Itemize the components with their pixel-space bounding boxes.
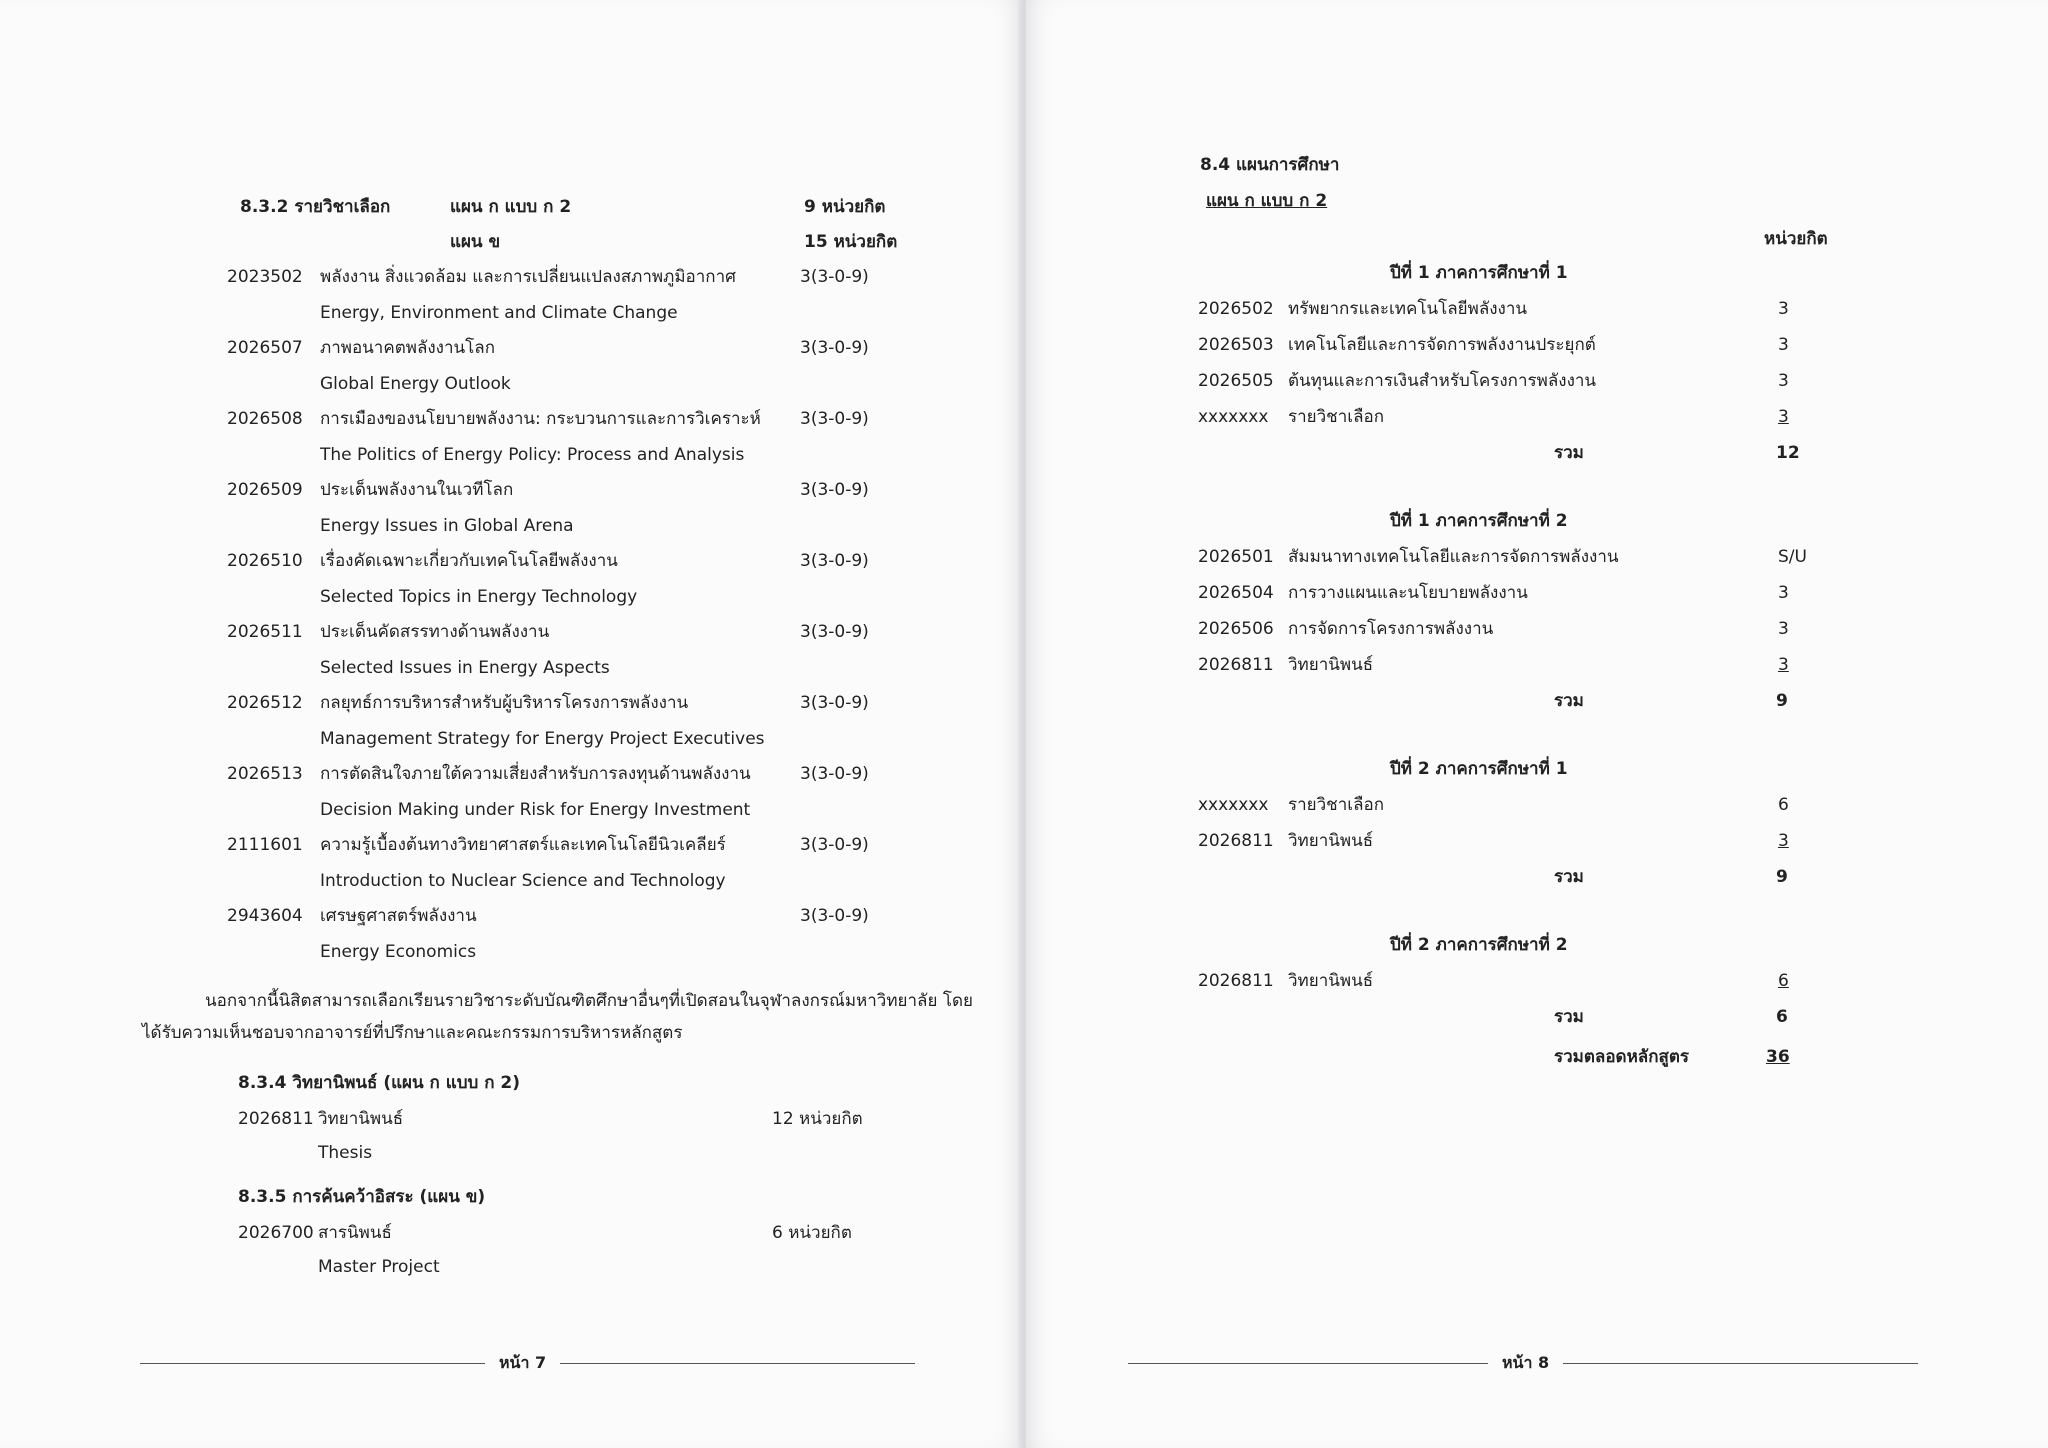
course-code: 2026508 xyxy=(227,409,303,429)
independent-study-heading: 8.3.5 การค้นคว้าอิสระ (แผน ข) xyxy=(238,1187,486,1207)
independent-study-title-en: Master Project xyxy=(318,1257,440,1277)
course-credits: 3(3-0-9) xyxy=(800,693,869,713)
course-credits: 3(3-0-9) xyxy=(800,551,869,571)
course-credits: 3(3-0-9) xyxy=(800,835,869,855)
page-footer xyxy=(1128,1352,1918,1374)
page-8 xyxy=(1026,0,2048,1448)
plan-course-code: 2026811 xyxy=(1198,831,1274,851)
term-total-value: 12 xyxy=(1776,443,1800,463)
plan-course-code: 2026506 xyxy=(1198,619,1274,639)
course-title-th: การตัดสินใจภายใต้ความเสี่ยงสำหรับการลงทุนด้านพลังงาน xyxy=(320,764,751,784)
note-line-2: ได้รับความเห็นชอบจากอาจารย์ที่ปรึกษาและคณะกรรมการบริหารหลักสูตร xyxy=(142,1023,683,1043)
term-title: ปีที่ 1 ภาคการศึกษาที่ 2 xyxy=(1390,511,1568,531)
plan-course-name: รายวิชาเลือก xyxy=(1288,407,1384,427)
plan-course-credits: 3 xyxy=(1778,407,1789,427)
course-title-en: Decision Making under Risk for Energy Investment xyxy=(320,800,751,820)
plan-course-code: 2026504 xyxy=(1198,583,1274,603)
plan-course-credits: 3 xyxy=(1778,371,1789,391)
plan-course-name: ทรัพยากรและเทคโนโลยีพลังงาน xyxy=(1288,299,1528,319)
plan-course-credits: 3 xyxy=(1778,831,1789,851)
plan-course-code: xxxxxxx xyxy=(1198,795,1269,815)
course-title-en: Energy Economics xyxy=(320,942,477,962)
course-credits: 3(3-0-9) xyxy=(800,764,869,784)
plan-b-label: แผน ข xyxy=(450,232,501,252)
independent-study-title-th: สารนิพนธ์ xyxy=(318,1223,392,1243)
term-total-value: 9 xyxy=(1776,691,1788,711)
plan-course-name: การวางแผนและนโยบายพลังงาน xyxy=(1288,583,1528,603)
thesis-heading: 8.3.4 วิทยานิพนธ์ (แผน ก แบบ ก 2) xyxy=(238,1073,521,1093)
course-title-en: The Politics of Energy Policy: Process and Analysis xyxy=(320,445,745,465)
plan-course-code: xxxxxxx xyxy=(1198,407,1269,427)
credit-unit-header: หน่วยกิต xyxy=(1764,229,1828,249)
course-title-en: Energy, Environment and Climate Change xyxy=(320,303,678,323)
plan-course-code: 2026505 xyxy=(1198,371,1274,391)
course-credits: 3(3-0-9) xyxy=(800,622,869,642)
term-total-label: รวม xyxy=(1554,691,1584,711)
plan-course-credits: 6 xyxy=(1778,971,1789,991)
course-code: 2026507 xyxy=(227,338,303,358)
course-credits: 3(3-0-9) xyxy=(800,480,869,500)
independent-study-code: 2026700 xyxy=(238,1223,314,1243)
course-credits: 3(3-0-9) xyxy=(800,409,869,429)
independent-study-credits: 6 หน่วยกิต xyxy=(772,1223,852,1243)
term-total-label: รวม xyxy=(1554,1007,1584,1027)
footer-rule-left xyxy=(140,1363,485,1364)
page-7 xyxy=(0,0,1022,1448)
plan-course-credits: S/U xyxy=(1778,547,1807,567)
course-code: 2026510 xyxy=(227,551,303,571)
note-line-1: นอกจากนี้นิสิตสามารถเลือกเรียนรายวิชาระดับบัณฑิตศึกษาอื่นๆที่เปิดสอนในจุฬาลงกรณ์มหาวิทยาลัย โดย xyxy=(205,991,973,1011)
plan-course-name: สัมมนาทางเทคโนโลยีและการจัดการพลังงาน xyxy=(1288,547,1619,567)
grand-total-label: รวมตลอดหลักสูตร xyxy=(1554,1047,1690,1067)
course-code: 2026509 xyxy=(227,480,303,500)
study-plan-subheading: แผน ก แบบ ก 2 xyxy=(1206,191,1328,211)
grand-total-value: 36 xyxy=(1766,1047,1790,1067)
plan-course-name: การจัดการโครงการพลังงาน xyxy=(1288,619,1494,639)
term-title: ปีที่ 2 ภาคการศึกษาที่ 1 xyxy=(1390,759,1568,779)
plan-course-code: 2026501 xyxy=(1198,547,1274,567)
plan-course-name: วิทยานิพนธ์ xyxy=(1288,655,1374,675)
course-title-en: Global Energy Outlook xyxy=(320,374,511,394)
thesis-code: 2026811 xyxy=(238,1109,314,1129)
footer-rule-left xyxy=(1128,1363,1488,1364)
plan-course-name: รายวิชาเลือก xyxy=(1288,795,1384,815)
course-title-th: เรื่องคัดเฉพาะเกี่ยวกับเทคโนโลยีพลังงาน xyxy=(320,551,618,571)
term-total-label: รวม xyxy=(1554,443,1584,463)
plan-course-credits: 3 xyxy=(1778,655,1789,675)
thesis-title-th: วิทยานิพนธ์ xyxy=(318,1109,404,1129)
elective-heading: 8.3.2 รายวิชาเลือก xyxy=(240,197,391,217)
plan-course-name: วิทยานิพนธ์ xyxy=(1288,971,1374,991)
page-number: หน้า 8 xyxy=(1502,1352,1550,1372)
term-total-value: 9 xyxy=(1776,867,1788,887)
plan-course-name: วิทยานิพนธ์ xyxy=(1288,831,1374,851)
course-credits: 3(3-0-9) xyxy=(800,906,869,926)
plan-b-credits: 15 หน่วยกิต xyxy=(804,232,898,252)
plan-course-code: 2026811 xyxy=(1198,655,1274,675)
footer-rule-right xyxy=(560,1363,915,1364)
course-title-en: Selected Topics in Energy Technology xyxy=(320,587,638,607)
course-title-en: Management Strategy for Energy Project Executives xyxy=(320,729,765,749)
course-title-th: พลังงาน สิ่งแวดล้อม และการเปลี่ยนแปลงสภาพภูมิอากาศ xyxy=(320,267,736,287)
course-credits: 3(3-0-9) xyxy=(800,338,869,358)
course-title-th: ประเด็นคัดสรรทางด้านพลังงาน xyxy=(320,622,550,642)
course-code: 2111601 xyxy=(227,835,303,855)
term-title: ปีที่ 1 ภาคการศึกษาที่ 1 xyxy=(1390,263,1568,283)
page-number: หน้า 7 xyxy=(499,1352,547,1372)
plan-course-code: 2026502 xyxy=(1198,299,1274,319)
course-code: 2023502 xyxy=(227,267,303,287)
course-title-th: ประเด็นพลังงานในเวทีโลก xyxy=(320,480,514,500)
plan-course-name: ต้นทุนและการเงินสำหรับโครงการพลังงาน xyxy=(1288,371,1597,391)
plan-course-name: เทคโนโลยีและการจัดการพลังงานประยุกต์ xyxy=(1288,335,1596,355)
plan-course-credits: 3 xyxy=(1778,619,1789,639)
course-title-th: ภาพอนาคตพลังงานโลก xyxy=(320,338,495,358)
course-title-th: กลยุทธ์การบริหารสำหรับผู้บริหารโครงการพลังงาน xyxy=(320,693,689,713)
plan-course-credits: 6 xyxy=(1778,795,1789,815)
course-credits: 3(3-0-9) xyxy=(800,267,869,287)
course-code: 2026512 xyxy=(227,693,303,713)
thesis-title-en: Thesis xyxy=(318,1143,373,1163)
study-plan-heading: 8.4 แผนการศึกษา xyxy=(1200,155,1340,175)
plan-course-credits: 3 xyxy=(1778,299,1789,319)
course-code: 2026511 xyxy=(227,622,303,642)
plan-a2-label: แผน ก แบบ ก 2 xyxy=(450,197,572,217)
term-total-value: 6 xyxy=(1776,1007,1788,1027)
plan-a2-credits: 9 หน่วยกิต xyxy=(804,197,886,217)
course-code: 2943604 xyxy=(227,906,303,926)
term-title: ปีที่ 2 ภาคการศึกษาที่ 2 xyxy=(1390,935,1568,955)
thesis-credits: 12 หน่วยกิต xyxy=(772,1109,863,1129)
course-title-th: เศรษฐศาสตร์พลังงาน xyxy=(320,906,477,926)
plan-course-code: 2026811 xyxy=(1198,971,1274,991)
course-title-th: การเมืองของนโยบายพลังงาน: กระบวนการและการวิเคราะห์ xyxy=(320,409,761,429)
course-title-en: Energy Issues in Global Arena xyxy=(320,516,574,536)
page-footer xyxy=(140,1352,915,1374)
footer-rule-right xyxy=(1563,1363,1918,1364)
plan-course-credits: 3 xyxy=(1778,335,1789,355)
course-title-th: ความรู้เบื้องต้นทางวิทยาศาสตร์และเทคโนโลยีนิวเคลียร์ xyxy=(320,835,726,855)
course-code: 2026513 xyxy=(227,764,303,784)
plan-course-credits: 3 xyxy=(1778,583,1789,603)
term-total-label: รวม xyxy=(1554,867,1584,887)
course-title-en: Selected Issues in Energy Aspects xyxy=(320,658,610,678)
plan-course-code: 2026503 xyxy=(1198,335,1274,355)
course-title-en: Introduction to Nuclear Science and Technology xyxy=(320,871,726,891)
